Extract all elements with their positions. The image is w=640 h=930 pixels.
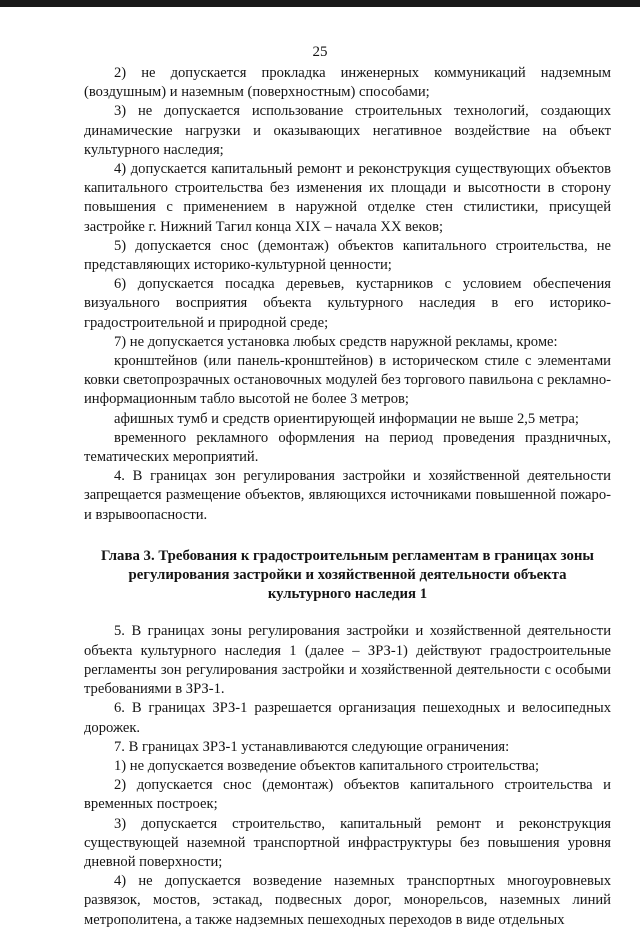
page-number: 25 [312,44,328,60]
paragraph: 7. В границах ЗРЗ-1 устанавливаются следующие ограничения: [114,738,510,755]
scan-top-edge [0,0,640,7]
document-body [84,64,611,930]
paragraph: 3) не допускается использование строительных технологий, создающих динамические нагрузки и оказывающих негативное воздействие на объект культурного наследия; [84,103,611,158]
paragraph: временного рекламного оформления на период проведения праздничных, тематических мероприятий. [84,429,611,466]
paragraph: 1) не допускается возведение объектов капитального строительства; [114,757,540,774]
paragraph: афишных тумб и средств ориентирующей информации не выше 2,5 метра; [114,410,579,427]
paragraph: 6) допускается посадка деревьев, кустарников с условием обеспечения визуального восприятия объекта культурного наследия в его историко-градостроительной и природной среде; [84,276,611,331]
paragraph: 4) допускается капитальный ремонт и реконструкция существующих объектов капитального строительства без изменения их площади и высотности в сторону повышения с применением в наружной отделке стен стилистики, присущей застройке г. Нижний Тагил конца XIX – начала XX веков; [84,161,611,235]
paragraph: 5) допускается снос (демонтаж) объектов капитального строительства, не представляющих историко-культурной ценности; [84,237,611,274]
paragraph: 6. В границах ЗРЗ-1 разрешается организация пешеходных и велосипедных дорожек. [84,700,611,736]
paragraph: 2) не допускается прокладка инженерных коммуникаций надземным (воздушным) и наземным (поверхностным) способами; [84,65,611,101]
chapter-heading: Глава 3. Требования к градостроительным регламентам в границах зоны регулирования застройки и хозяйственной деятельности объекта культурного наследия 1 [101,547,594,603]
paragraph: 2) допускается снос (демонтаж) объектов капитального строительства и временных построек; [84,777,611,813]
paragraph: 4. В границах зон регулирования застройки и хозяйственной деятельности запрещается размещение объектов, являющихся источниками повышенной пожаро- и взрывоопасности. [84,468,611,523]
paragraph: кронштейнов (или панель-кронштейнов) в историческом стиле с элементами ковки светопрозрачных остановочных модулей без торгового павильона с рекламно-информационным табло высотой не более 3 метров; [84,353,611,408]
paragraph: 5. В границах зоны регулирования застройки и хозяйственной деятельности объекта культурного наследия 1 (далее – ЗРЗ-1) действуют градостроительные регламенты зон регулирования застройки и хозяйственной деятельности с особыми требованиями в ЗРЗ-1. [84,623,611,698]
paragraph: 4) не допускается возведение наземных транспортных многоуровневых развязок, мостов, эстакад, подвесных дорог, монорельсов, наземных линий метрополитена, а также надземных пешеходных переходов в виде отдельных [84,873,611,928]
paragraph: 3) допускается строительство, капитальный ремонт и реконструкция существующей наземной транспортной инфраструктуры без повышения уровня дневной поверхности; [84,815,611,870]
paragraph: 7) не допускается установка любых средств наружной рекламы, кроме: [114,333,558,350]
